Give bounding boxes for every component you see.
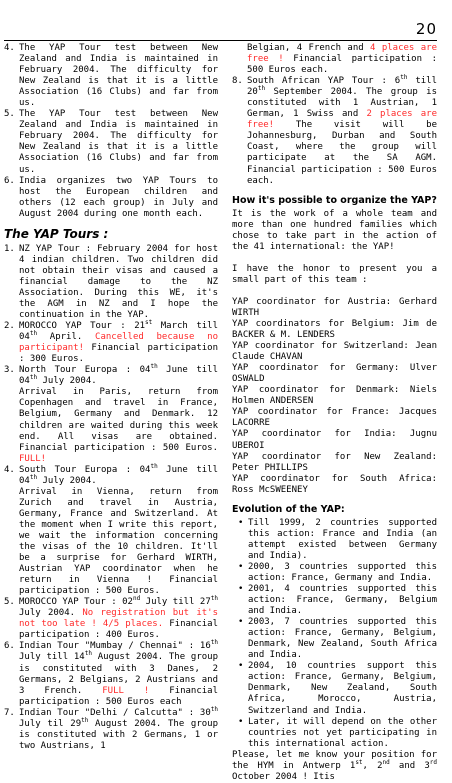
coordinator-line: YAP coordinator for India: Jugnu UBEROI xyxy=(232,429,437,451)
status-places-free: 2 places are free! xyxy=(247,109,437,131)
list-item: 4. The YAP Tour test between New Zealand and India is maintained in February 2004. The difficulty for New Zealand is that it is a little Association (16 Clubs) and far from us. xyxy=(4,43,218,109)
organize-paragraph: It is the work of a whole team and more than one hundred families which chose to take part in the action of the 41 international: the YAP! xyxy=(232,208,437,252)
evolution-list xyxy=(232,518,437,750)
list-item: • Later, it will depend on the other countries not yet participating in this international action. xyxy=(232,717,437,750)
bullet-icon: • xyxy=(238,617,244,628)
status-places-free: 4 places are free ! xyxy=(247,43,437,65)
tour-item-continued: Belgian, 4 French and 4 places are free ! Financial participation : 500 Euros each. xyxy=(247,43,437,76)
status-full: FULL! xyxy=(19,453,47,464)
coordinator-list xyxy=(232,297,437,496)
list-item: • 2003, 7 countries supported this action: France, Germany, Belgium, Denmark, New Zealand, South Africa and India. xyxy=(232,617,437,661)
tour-item: 6. Indian Tour "Mumbay / Chennai" : 16th July till 14th August 2004. The group is constituted with 3 Danes, 2 Germans, 2 Belgians, 2 Austrians and 3 French. FULL ! Financial participation : 500 Euros each xyxy=(4,639,219,707)
tour-item: 5. MOROCCO YAP Tour : 02nd July till 27th July 2004. No registration but it's not too late ! 4/5 places. Financial participation : 400 Euros. xyxy=(4,595,218,641)
coordinator-line: YAP coordinator for France: Jacques LACORRE xyxy=(232,407,437,429)
team-intro-paragraph: I have the honor to present you a small part of this team : xyxy=(232,263,437,285)
tour-item: 7. Indian Tour "Delhi / Calcutta" : 30th July til 29th August 2004. The group is constituted with 2 Germans, 1 or two Austrians, 1 xyxy=(4,705,219,751)
right-column xyxy=(232,43,437,783)
status-no-registration: No registration but it's not too late ! 4/5 places. xyxy=(19,608,218,630)
coordinator-line: YAP coordinators for Belgium: Jim de BACKER & M. LENDERS xyxy=(232,318,437,341)
status-full: FULL ! xyxy=(102,685,150,696)
tour-item: 8. South African YAP Tour : 6th till 20th September 2004. The group is constituted with 1 Austrian, 1 German, 1 Swiss and 2 places are free! The visit will be Johannesburg, Durban and South Coast, where the group will participate at the SA AGM. Financial participation : 500 Euros each. xyxy=(232,74,437,186)
coordinator-line: YAP coordinator for Austria: Gerhard WIRTH xyxy=(232,296,437,318)
section-heading-evolution: Evolution of the YAP: xyxy=(232,503,345,515)
list-item: 6. India organizes two YAP Tours to host the European children and others (12 each group) in July and August 2004 during one month each. xyxy=(4,175,218,219)
list-item: • 2001, 4 countries supported this action: France, Germany, Belgium and India. xyxy=(232,584,437,617)
bullet-icon: • xyxy=(238,661,244,672)
tour-item: 4. South Tour Europa : 04th June till 04th July 2004. Arrival in Vienna, return from Zurich and travel in Austria, Germany, France and Switzerland. At the moment when I write this report, we wait the information concerning the visas of the 10 children. It'll be a surprise for Gerhard WIRTH, Austrian YAP coordinator when he return in Vienna ! Financial participation : 500 Euros. xyxy=(4,462,218,597)
list-item: • 2000, 3 countries supported this action: France, Germany and India. xyxy=(232,562,437,584)
tour-item: 1. NZ YAP Tour : February 2004 for host 4 indian children. Two children did not obtain their visas and caused a financial damage to the NZ Association. During this WE, it's the AGM in NZ and I hope the continuation in the YAP. xyxy=(4,243,218,321)
page-number: 20 xyxy=(415,20,437,38)
section-heading-yap-tours: The YAP Tours : xyxy=(4,226,109,241)
status-cancelled: Cancelled because no participant! xyxy=(19,332,218,354)
coordinator-line: YAP coordinator for South Africa: Ross McSWEENEY xyxy=(232,473,437,495)
coordinator-line: YAP coordinator for Germany: Ulver OSWALD xyxy=(232,363,437,385)
bullet-icon: • xyxy=(238,561,244,572)
coordinator-line: YAP coordinator for Switzerland: Jean Claude CHAVAN xyxy=(232,341,437,363)
bullet-icon: • xyxy=(238,517,244,528)
list-item: • Till 1999, 2 countries supported this action: France and India (an attempt existed between Germany and India). xyxy=(232,518,437,562)
tour-item: 2. MOROCCO YAP Tour : 21st March till 04th April. Cancelled because no participant! Financial participation : 300 Euros. xyxy=(4,319,218,365)
bullet-icon: • xyxy=(238,716,244,727)
tour-item: 3. North Tour Europa : 04th June till 04th July 2004. Arrival in Paris, return from Copenhagen and travel in France, Belgium, Germany and Denmark. 12 children are waited during this week end. All visas are obtained. Financial participation : 500 Euros. FULL! xyxy=(4,363,218,464)
closing-paragraph: Please, let me know your position for the HYM in Antwerp 1st, 2nd and 3rd October 2004 ! Itis xyxy=(232,749,437,782)
section-heading-organize: How it's possible to organize the YAP? xyxy=(232,194,437,206)
list-item: • 2004, 10 countries support this action: France, Germany, Belgium, Denmark, New Zealand, South Africa, Morocco, Austria, Switzerland and India. xyxy=(232,661,437,716)
bullet-icon: • xyxy=(238,584,244,595)
list-item: 5. The YAP Tour test between New Zealand and India is maintained in February 2004. The difficulty for New Zealand is that it is a little Association (16 Clubs) and far from us. xyxy=(4,109,218,175)
coordinator-line: YAP coordinator for Denmark: Niels Holmen ANDERSEN xyxy=(232,385,437,407)
left-column xyxy=(4,43,218,752)
coordinator-line: YAP coordinator for New Zealand: Peter PHILLIPS xyxy=(232,451,437,473)
header-rule xyxy=(4,40,437,41)
